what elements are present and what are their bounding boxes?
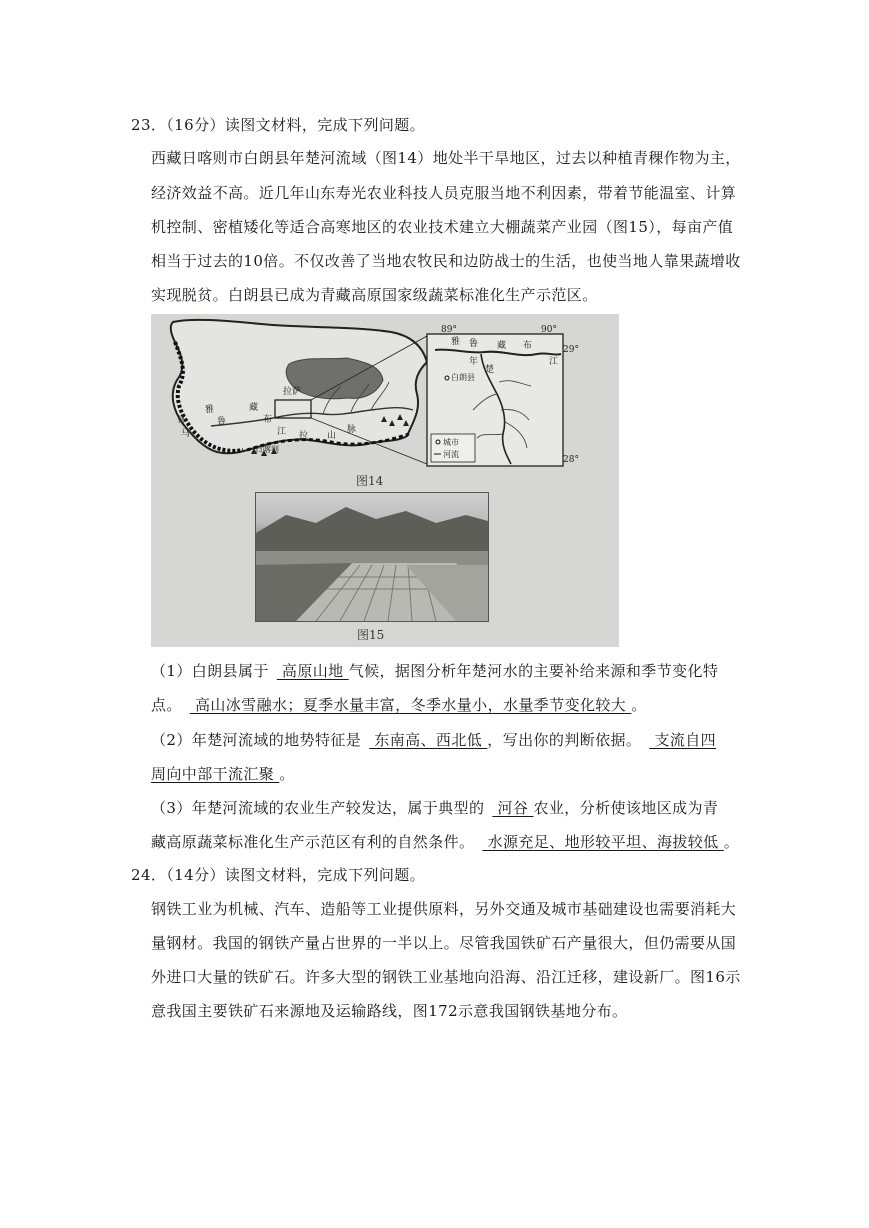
q23-sub1-text-b: 气候，据图分析年楚河水的主要补给来源和季节变化特 bbox=[348, 662, 719, 680]
q23-sub2-line-1 bbox=[151, 729, 716, 750]
legend-city-label: 城市 bbox=[443, 438, 459, 447]
legend-river-label: 河流 bbox=[443, 450, 459, 459]
q23-sub3-answer-1: 河谷 bbox=[492, 799, 534, 817]
q24-header: 24．（14分）读图文材料，完成下列问题。 bbox=[131, 866, 426, 884]
lon-89-label: 89° bbox=[441, 325, 457, 335]
q23-sub2-answer-2a: 支流自四 bbox=[649, 731, 717, 749]
q23-sub3-answer-2: 水源充足、地形较平坦、海拔较低 bbox=[482, 833, 724, 851]
main-label-9: 拉 bbox=[299, 431, 309, 441]
inset-label-8: 白朗县 bbox=[451, 373, 475, 382]
q23-sub3-text-b: 农业，分析使该地区成为青 bbox=[533, 799, 719, 817]
q24-para-line-4: 意我国主要铁矿石来源地及运输路线，图172示意我国钢铁基地分布。 bbox=[151, 1002, 628, 1020]
q23-para-line-4: 相当于过去的10倍。不仅改善了当地农牧民和边防战士的生活，也使当地人靠果蔬增收 bbox=[151, 252, 741, 270]
inset-label-3: 藏 bbox=[497, 341, 507, 351]
main-label-2: 鲁 bbox=[217, 417, 227, 427]
q23-sub1-line-2 bbox=[151, 694, 647, 715]
q23-sub2-line-2 bbox=[151, 763, 295, 784]
q23-para-line-1: 西藏日喀则市白朗县年楚河流域（图14）地处半干旱地区，过去以种植青稞作物为主， bbox=[151, 149, 741, 167]
lat-28-label: 28° bbox=[563, 455, 579, 465]
fig14-caption: 图14 bbox=[356, 474, 384, 488]
q23-sub2-text-c: 。 bbox=[279, 765, 295, 783]
lon-90-label: 90° bbox=[541, 325, 557, 335]
inset-label-5: 江 bbox=[549, 357, 559, 367]
main-label-8: 马 bbox=[181, 429, 191, 439]
q23-sub2-text-a: （2）年楚河流域的地势特征是 bbox=[151, 731, 362, 749]
q23-para-line-3: 机控制、密植矮化等适合高寒地区的农业技术建立大棚蔬菜产业园（图15），每亩产值 bbox=[151, 218, 734, 236]
main-label-3: 藏 bbox=[249, 403, 259, 413]
lat-29-label: 29° bbox=[563, 345, 579, 355]
q23-sub1-text-a: （1）白朗县属于 bbox=[151, 662, 269, 680]
q24-para-line-3: 外进口大量的铁矿石。许多大型的钢铁工业基地向沿海、沿江迁移，建设新厂。图16示 bbox=[151, 968, 741, 986]
q23-header: 23．（16分）读图文材料，完成下列问题。 bbox=[131, 116, 426, 134]
main-label-6: 拉萨 bbox=[283, 387, 302, 397]
main-label-7: 喜 bbox=[177, 415, 187, 425]
inset-label-7: 楚 bbox=[485, 365, 495, 375]
q23-sub1-text-c: 点。 bbox=[151, 696, 182, 714]
inset-label-1: 雅 bbox=[451, 337, 461, 347]
q23-sub2-answer-2b: 周向中部干流汇聚 bbox=[151, 765, 280, 783]
fig14-map bbox=[151, 314, 619, 489]
main-label-12: 日喀则 bbox=[255, 445, 279, 454]
q23-para-line-2: 经济效益不高。近几年山东寿光农业科技人员克服当地不利因素，带着节能温室、计算 bbox=[151, 184, 737, 202]
q23-sub3-line-2 bbox=[151, 831, 739, 852]
main-label-4: 布 bbox=[263, 415, 273, 425]
fig15-photo bbox=[255, 492, 489, 622]
q23-sub1-text-d: 。 bbox=[631, 696, 647, 714]
q24-para-line-2: 量钢材。我国的钢铁产量占世界的一半以上。尽管我国铁矿石产量很大，但仍需要从国 bbox=[151, 934, 737, 952]
q23-para-line-5: 实现脱贫。白朗县已成为青藏高原国家级蔬菜标准化生产示范区。 bbox=[151, 286, 598, 304]
q23-sub3-line-1 bbox=[151, 797, 718, 818]
q23-sub2-text-b: ，写出你的判断依据。 bbox=[487, 731, 642, 749]
main-label-11: 脉 bbox=[347, 425, 357, 435]
fig15-caption: 图15 bbox=[357, 628, 385, 642]
q23-sub3-text-d: 。 bbox=[723, 833, 740, 851]
inset-label-2: 鲁 bbox=[469, 339, 479, 349]
main-label-1: 雅 bbox=[205, 405, 215, 415]
inset-label-6: 年 bbox=[469, 357, 479, 367]
q24-para-line-1: 钢铁工业为机械、汽车、造船等工业提供原料，另外交通及城市基础建设也需要消耗大 bbox=[151, 900, 737, 918]
q23-sub1-line-1 bbox=[151, 660, 718, 681]
q23-sub1-answer-2: 高山冰雪融水；夏季水量丰富，冬季水量小，水量季节变化较大 bbox=[189, 696, 632, 714]
figure-scan bbox=[151, 314, 619, 647]
q23-sub1-answer-1: 高原山地 bbox=[276, 662, 349, 680]
main-label-5: 江 bbox=[277, 427, 287, 437]
inset-label-4: 布 bbox=[523, 341, 533, 351]
main-label-10: 山 bbox=[327, 431, 337, 441]
q23-sub3-text-a: （3）年楚河流域的农业生产较发达，属于典型的 bbox=[151, 799, 485, 817]
q23-sub2-answer-1: 东南高、西北低 bbox=[369, 731, 488, 749]
q23-sub3-text-c: 藏高原蔬菜标准化生产示范区有利的自然条件。 bbox=[151, 833, 475, 851]
